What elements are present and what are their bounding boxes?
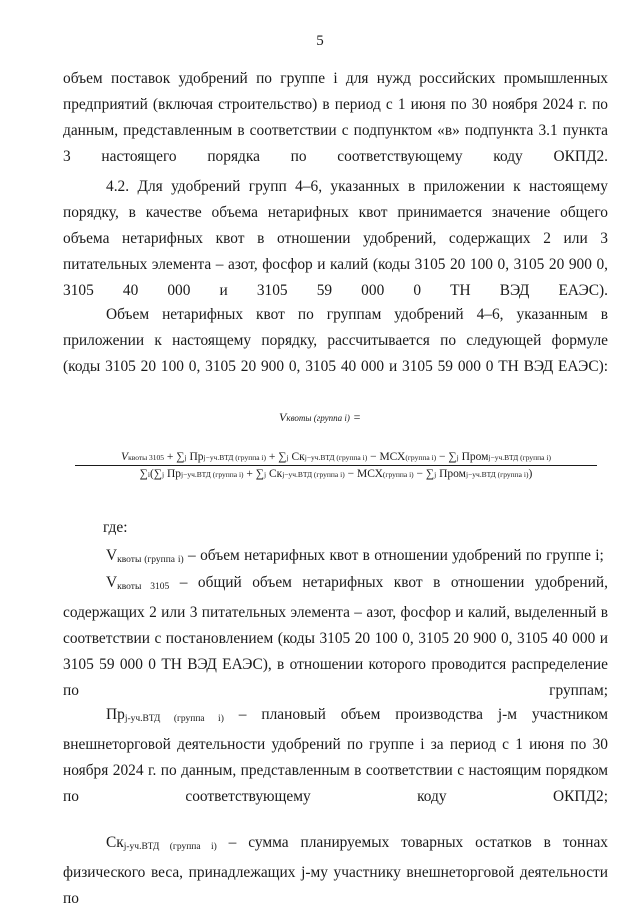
where-label: где: bbox=[103, 519, 128, 536]
fraction-bar bbox=[75, 465, 597, 466]
paragraph-1: объем поставок удобрений по группе i для нужд российских промышленных предприятий (включая строительство) в период с 1 июня по 30 ноября 2024 г. по данным, представленным в соответствии с подпунктом «в» подпункта 3.1 пункта 3 настоящего порядка по соответствующему коду ОКПД2. bbox=[63, 70, 608, 165]
formula-lhs-symbol: V bbox=[279, 410, 287, 424]
definition-pr: $Пр_{j-уч.ВТД (группа i)}$ – плановый объем производства j-м участником внешнеторговой деятельности удобрений по группе i за период с 1 июня по 30 ноября 2024 г. по данным, представленным в соответствии с настоящим порядком по соответствующему коду ОКПД2; bbox=[63, 706, 608, 805]
formula-lhs bbox=[0, 410, 640, 425]
formula-numerator: Vквоты 3105 + ∑j Прj−уч.ВТД (группа i) + ∑j Скj−уч.ВТД (группа i) − МСХ(группа i) − ∑j Промj−уч.ВТД (группа i) bbox=[121, 451, 551, 463]
paragraph-4-2: 4.2. Для удобрений групп 4–6, указанных в приложении к настоящему порядку, в качестве объема нетарифных квот принимается значение общего объема нетарифных квот в отношении удобрений, содержащих 2 или 3 питательных элемента – азот, фосфор и калий (коды 3105 20 100 0, 3105 20 900 0, 3105 40 000 и 3105 59 000 0 ТН ВЭД ЕАЭС). bbox=[63, 178, 608, 299]
formula-fraction bbox=[75, 451, 597, 480]
definition-sk: $Ск_{j-уч.ВТД (группа i)}$ – сумма планируемых товарных остатков в тоннах физического веса, принадлежащих j-му участнику внешнеторговой деятельности по bbox=[63, 834, 608, 907]
formula-equals: = bbox=[349, 410, 361, 424]
page-number: 5 bbox=[316, 33, 324, 49]
formula-lhs-subscript: квоты (группа i) bbox=[286, 413, 350, 423]
paragraph-formula-intro: Объем нетарифных квот по группам удобрений 4–6, указанным в приложении к настоящему порядку, рассчитывается по следующей формуле (коды 3105 20 100 0, 3105 20 900 0, 3105 40 000 и 3105 59 000 0 ТН ВЭД ЕАЭС): bbox=[63, 306, 608, 375]
formula-denominator: ∑i(∑j Прj−уч.ВТД (группа i) + ∑j Скj−уч.ВТД (группа i) − МСХ(группа i) − ∑j Промj−уч.ВТД (группа i)) bbox=[139, 468, 533, 480]
definition-v-3105: $V_{квоты 3105}$ – общий объем нетарифных квот в отношении удобрений, содержащих 2 или 3 питательных элемента – азот, фосфор и калий, выделенный в соответствии с постановлением (коды 3105 20 100 0, 3105 20 900 0, 3105 40 000 и 3105 59 000 0 ТН ВЭД ЕАЭС), в отношении которого проводится распределение по группам; bbox=[63, 574, 608, 699]
definition-v-group: $V_{квоты (группа i)}$ – объем нетарифных квот в отношении удобрений по группе i; bbox=[106, 547, 604, 565]
